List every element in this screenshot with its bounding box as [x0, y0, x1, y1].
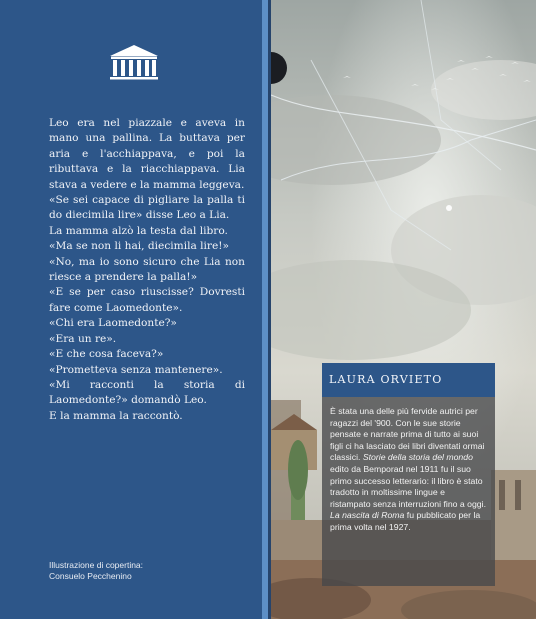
bio-text-part: È stata una delle più fervide autrici per ragazzi del '900. Con le sue storie pensate e narrate prima di tutto ai suoi figli ci ha lasciato dei libri diventati ormai classici. — [330, 406, 485, 463]
story-paragraph: «Chi era Laomedonte?» — [49, 317, 177, 330]
story-paragraph: Leo era nel piazzale e aveva in mano una pallina. La buttava per aria e l'acchiappava, e poi la ributtava e la riacchiappava. Lia stava a vedere e la mamma leggeva. — [49, 117, 245, 191]
story-paragraph: «Era un re». — [49, 332, 117, 345]
author-name: LAURA ORVIETO — [322, 363, 495, 397]
bio-text-part: edito da Bemporad nel 1911 fu il suo primo successo letterario: il libro è stato tradotto in moltissime lingue e ristampato senza interruzioni fino a oggi. — [330, 463, 486, 509]
story-excerpt — [49, 116, 245, 424]
story-paragraph: «Mi racconti la storia di Laomedonte?» domandò Leo. — [49, 378, 245, 407]
story-paragraph: «No, ma io sono sicuro che Lia non riesce a prendere la palla!» — [49, 255, 245, 284]
book-title: La nascita di Roma — [330, 510, 405, 521]
author-bio-box — [322, 363, 495, 586]
story-paragraph: «Se sei capace di pigliare la palla ti do diecimila lire» disse Leo a Lia. — [49, 194, 245, 222]
story-paragraph: «Ma se non li hai, diecimila lire!» — [49, 240, 229, 253]
temple-icon — [108, 44, 160, 82]
author-bio-text — [322, 397, 495, 534]
story-paragraph: «E se per caso riuscisse? Dovresti fare come Laomedonte». — [49, 286, 245, 314]
credit-label: Illustrazione di copertina: — [49, 560, 144, 570]
bio-text-part: fu pubblicato per la prima volta nel 1927. — [330, 510, 481, 532]
story-paragraph: E la mamma la raccontò. — [49, 409, 183, 422]
story-paragraph: «Prometteva senza mantenere». — [49, 363, 223, 376]
illustration-credit — [49, 560, 249, 582]
book-title: Storie della storia del mondo — [362, 452, 473, 463]
story-paragraph: «E che cosa faceva?» — [49, 348, 164, 361]
credit-artist: Consuelo Pecchenino — [49, 571, 132, 581]
story-paragraph: La mamma alzò la testa dal libro. — [49, 224, 228, 237]
